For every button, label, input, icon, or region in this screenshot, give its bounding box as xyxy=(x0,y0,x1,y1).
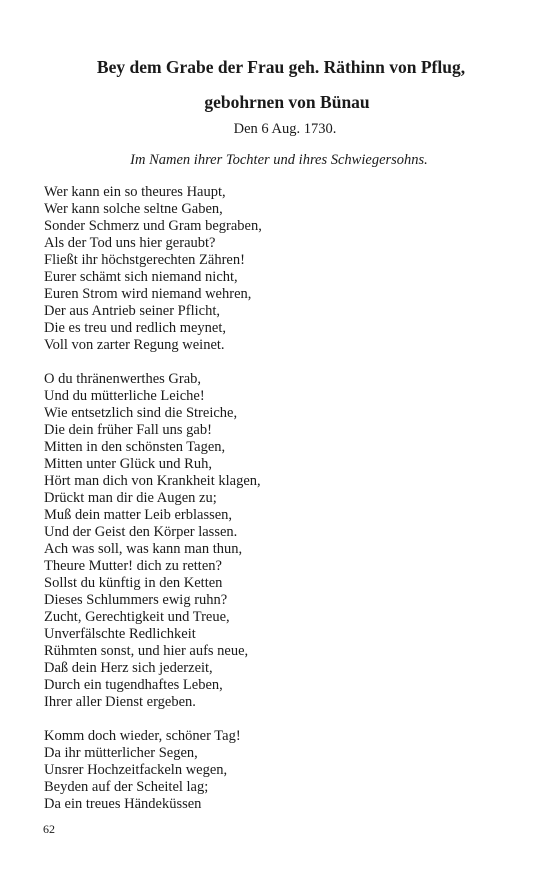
stanza xyxy=(44,728,484,813)
poem-title-line-1: Bey dem Grabe der Frau geh. Räthinn von Pflug, xyxy=(96,57,466,77)
poem-line: Euren Strom wird niemand wehren, xyxy=(44,286,252,302)
poem-line: O du thränenwerthes Grab, xyxy=(44,371,202,387)
poem-line: Rühmten sonst, und hier aufs neue, xyxy=(44,643,249,659)
poem-line: Komm doch wieder, schöner Tag! xyxy=(44,728,241,744)
poem-date: Den 6 Aug. 1730. xyxy=(233,121,337,137)
poem-line: Unverfälschte Redlichkeit xyxy=(44,626,196,642)
poem-line: Beyden auf der Scheitel lag; xyxy=(44,779,209,795)
poem-line: Und du mütterliche Leiche! xyxy=(44,388,205,404)
poem-line: Als der Tod uns hier geraubt? xyxy=(44,235,216,251)
poem-line: Die dein früher Fall uns gab! xyxy=(44,422,212,438)
poem-title-line-2: gebohrnen von Bünau xyxy=(204,92,370,112)
poem-body xyxy=(44,184,484,830)
poem-line: Mitten in den schönsten Tagen, xyxy=(44,439,226,455)
poem-line: Zucht, Gerechtigkeit und Treue, xyxy=(44,609,230,625)
poem-line: Sonder Schmerz und Gram begraben, xyxy=(44,218,262,234)
stanza xyxy=(44,371,484,711)
poem-line: Muß dein matter Leib erblassen, xyxy=(44,507,233,523)
poem-line: Durch ein tugendhaftes Leben, xyxy=(44,677,223,693)
poem-line: Und der Geist den Körper lassen. xyxy=(44,524,238,540)
poem-line: Fließt ihr höchstgerechten Zähren! xyxy=(44,252,245,268)
poem-line: Wer kann ein so theures Haupt, xyxy=(44,184,226,200)
poem-line: Die es treu und redlich meynet, xyxy=(44,320,226,336)
poem-line: Hört man dich von Krankheit klagen, xyxy=(44,473,261,489)
poem-line: Ihrer aller Dienst ergeben. xyxy=(44,694,196,710)
poem-line: Drückt man dir die Augen zu; xyxy=(44,490,217,506)
poem-line: Voll von zarter Regung weinet. xyxy=(44,337,225,353)
poem-dedication: Im Namen ihrer Tochter und ihres Schwiegersohns. xyxy=(130,152,428,168)
poem-line: Daß dein Herz sich jederzeit, xyxy=(44,660,213,676)
poem-line: Theure Mutter! dich zu retten? xyxy=(44,558,222,574)
poem-line: Eurer schämt sich niemand nicht, xyxy=(44,269,238,285)
poem-line: Dieses Schlummers ewig ruhn? xyxy=(44,592,228,608)
poem-line: Mitten unter Glück und Ruh, xyxy=(44,456,212,472)
poem-line: Unsrer Hochzeitfackeln wegen, xyxy=(44,762,228,778)
poem-line: Wer kann solche seltne Gaben, xyxy=(44,201,223,217)
stanza xyxy=(44,184,484,354)
poem-line: Ach was soll, was kann man thun, xyxy=(44,541,243,557)
poem-line: Da ihr mütterlicher Segen, xyxy=(44,745,198,761)
poem-line: Der aus Antrieb seiner Pflicht, xyxy=(44,303,220,319)
page-number: 62 xyxy=(43,822,55,836)
poem-line: Da ein treues Händeküssen xyxy=(44,796,202,812)
poem-line: Wie entsetzlich sind die Streiche, xyxy=(44,405,238,421)
poem-line: Sollst du künftig in den Ketten xyxy=(44,575,223,591)
